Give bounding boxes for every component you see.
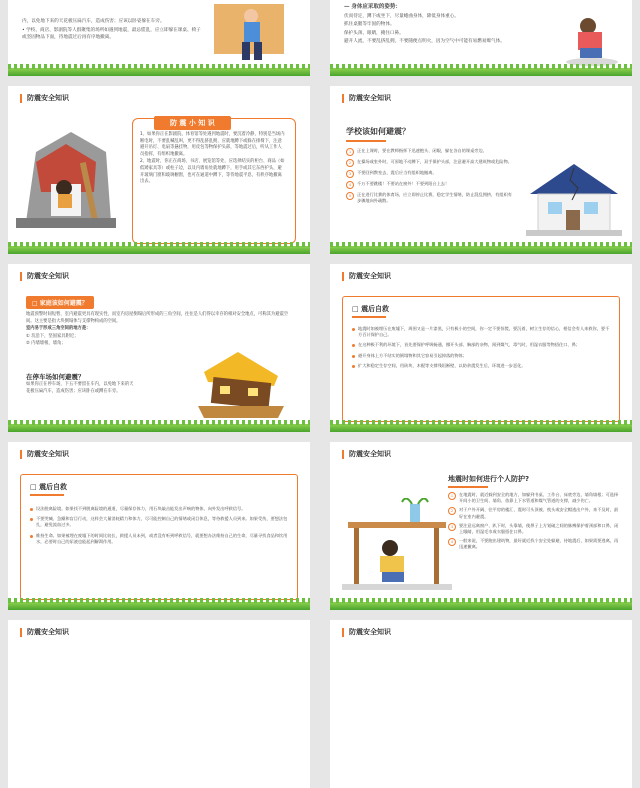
- list-item: 3 不要回到教室去，震后应当有组织地撤离。: [346, 170, 516, 178]
- slide-8: [330, 442, 632, 610]
- list-item: 5 正在进行比赛的体育场，应立即停止比赛，稳定学生情绪，防止混乱拥挤，有组织有步骤地向外疏散。: [346, 192, 516, 204]
- self-rescue-list: [352, 326, 610, 373]
- grass-border: [8, 602, 310, 610]
- collapsed-house-illustration: [198, 346, 284, 420]
- title-underline: [352, 316, 386, 318]
- cracked-house-illustration: [526, 158, 622, 238]
- list-item: 4 一般来说，不要跑出建筑物，最好就近找个安全处躲避，待地震后，如果需要逃离，再迅速撤离。: [448, 538, 620, 550]
- grass-border: [8, 68, 310, 76]
- slide-header: 防震安全知识: [8, 620, 310, 644]
- slide-7: [8, 442, 310, 610]
- list-item: 2 在操场或室外时，可原地不动蹲下，双手保护头部，注意避开高大建筑物或危险物。: [346, 159, 516, 167]
- child-shelter-rubble-illustration: [16, 122, 116, 232]
- list-item: 3 要注意远离窗户、趴下时，头靠墙，使鼻子上方划破之间的脉搏保护着颈部和口鼻，闭上眼睛，用湿毛巾或衣服捂住口鼻。: [448, 523, 620, 535]
- title-underline: [448, 486, 488, 488]
- child-under-table-illustration: [342, 498, 452, 594]
- home-intro-text: 地震预警时间短暂，室内避震更具有现实性，而室内房屋倒塌后所形成的三角空间，往往是人们得以幸存的相对安全地点，可称其为避震空间。这主要是指大块倒塌体与支撑物构成的空间。 室内易于形成三角空间的地方是： ① 坑沿下，坚固家具附近； ② 内墙墙根、墙角；: [26, 312, 289, 347]
- tips-text: 1、如果你正在影剧院、体育馆等处遇到地震时，要沉着冷静，特别是当场内断电时，不要乱喊乱叫，更不得乱挤乱拥，应就地蹲下或躲在排椅下，注意避开吊灯、电扇等悬挂物，用皮包等物保护头部，等地震过后，听从工作人员指挥，有组织地撤离。 2、地震时，你正在商场、书店、展览馆等处，应选择结实的柜台、商品（如低矮家具等）或柱子边，以及内墙角处就地蹲下，用手或其它东西护头，避开玻璃门窗和玻璃橱窗，也可在通道中蹲下，等待地震平息，有秩序地撤离出去。: [140, 132, 285, 185]
- slide-header: 防震安全知识: [330, 620, 632, 644]
- slide-4: [330, 86, 632, 254]
- slide-title: 学校该如何避震？: [346, 127, 410, 136]
- list-item: 地震时如被埋压在废墟下，周围又是一片漆黑，只有极小的空间，你一定不要惊慌，要沉着，树立生存的信心，相信会有人来救你，要千方百计保护自己。: [352, 326, 610, 338]
- slide-title: □ 震后自救: [352, 305, 390, 313]
- tips-title: 防 震 小 知 识: [154, 116, 231, 130]
- school-tips-list: [346, 148, 516, 207]
- slide-header: 防震安全知识: [330, 442, 632, 466]
- slide-9: [8, 620, 310, 788]
- slide2-text: — 身体应采取的姿势： 伏而待定，蹲下或坐下，尽量蜷曲身体，降低身体重心。 抓住桌腿等牢固的物体。 保护头颈、眼睛，掩住口鼻。 避开人流，不要乱挤乱拥，不要随便点明火，因为空气中可能有易燃易爆气体。: [344, 4, 505, 45]
- list-item: 1 在地震时，就近躲到安全的地方，如躲到书桌、工作台、床底旁边，墙角墙根；可选择开间小的卫生间、墙角、依靠上下水管道和煤气管道的支撑，减少伤亡。: [448, 492, 620, 504]
- slide-header: 防震安全知识: [8, 442, 310, 466]
- title-underline: [30, 494, 64, 496]
- grass-border: [8, 246, 310, 254]
- slide-title: 地震时如何进行个人防护?: [448, 475, 530, 483]
- self-rescue-list: [30, 506, 288, 549]
- list-item: 扩大和稳定生存空间，用砖块、木棍等支撑残垣断壁，以防余震发生后，环境进一步恶化。: [352, 363, 610, 369]
- list-item: 1 正在上课时，要在教师指挥下迅速抱头、闭眼，躲在各自的课桌旁边。: [346, 148, 516, 156]
- slide-2: [330, 0, 632, 76]
- slide1-text: 内，以免地下来的天花板压扁汽车，造成伤害；应该以卧姿躲在车旁。 • 学校、商店、影剧院等人群聚集的场所如遇到地震，最忌慌乱，应立即躲在课桌、椅子或坚固物品下面，待地震过后再有序地撤离。: [22, 19, 201, 41]
- slide-header: 防震安全知识: [330, 264, 632, 288]
- slide-title: □ 震后自救: [30, 483, 68, 491]
- slide-header: 防震安全知识: [330, 86, 632, 110]
- list-item: 在这种极不利的环境下，首先要保护呼吸畅通，挪开头部、胸部的杂物，闻到煤气、毒气时，用湿衣服等物捂住口、鼻；: [352, 342, 610, 348]
- list-item: 不要哭喊、急躁和盲目行动，这样会大量消耗精力和体力，尽可能控制自己的情绪或闭目休息，等待救援人员到来。如果受伤，要想法包扎，避免流血过多。: [30, 516, 288, 528]
- slide-3: [8, 86, 310, 254]
- child-crouching-illustration: [562, 12, 622, 66]
- grass-border: [330, 424, 632, 432]
- personal-protection-list: [448, 492, 620, 554]
- list-item: 避开身体上方不结实的倒塌物和其它容易引起掉落的物体；: [352, 353, 610, 359]
- slide-6: [330, 264, 632, 432]
- slide-1: [8, 0, 310, 76]
- grass-border: [8, 424, 310, 432]
- grass-border: [330, 246, 632, 254]
- list-item: 2 对于户外开阔、往平房的楼汇、震时可头顶被、枕头或安全帽逃出户外，来不及时，最好在室内避震。: [448, 507, 620, 519]
- section-tag: □ 家庭该如何避震？: [26, 296, 94, 309]
- list-item: 4 千万不要跳楼！不要站在窗外！不要到阳台上去！: [346, 181, 516, 189]
- list-item: 设法脱离险境。如果找不到脱离险境的通道，尽量保存体力，用石块敲击能发出声响的物体，向外发出呼救信号。: [30, 506, 288, 512]
- grass-border: [330, 602, 632, 610]
- slide-header: 防震安全知识: [8, 264, 310, 288]
- parking-text: 如果你正在停车场，下五不要留在车内，以免地下来的天花板压扁汽车，造成伤害；应该卧在或蹲在车旁。: [26, 382, 134, 394]
- slide-5: [8, 264, 310, 432]
- parking-title: 在停车场如何避震？: [26, 373, 85, 381]
- title-underline: [346, 140, 386, 142]
- person-hiding-illustration: [206, 4, 296, 66]
- list-item: 维持生命。如果被埋在废墟下的时间比较长，救援人员未到，或者没有听到呼救信号，就要想办法维持自己的生命，尽量寻找食品和饮用水，必要时自己的尿液也能起到解渴作用。: [30, 533, 288, 545]
- grass-border: [330, 68, 632, 76]
- slide-header: 防震安全知识: [8, 86, 310, 110]
- slide-10: [330, 620, 632, 788]
